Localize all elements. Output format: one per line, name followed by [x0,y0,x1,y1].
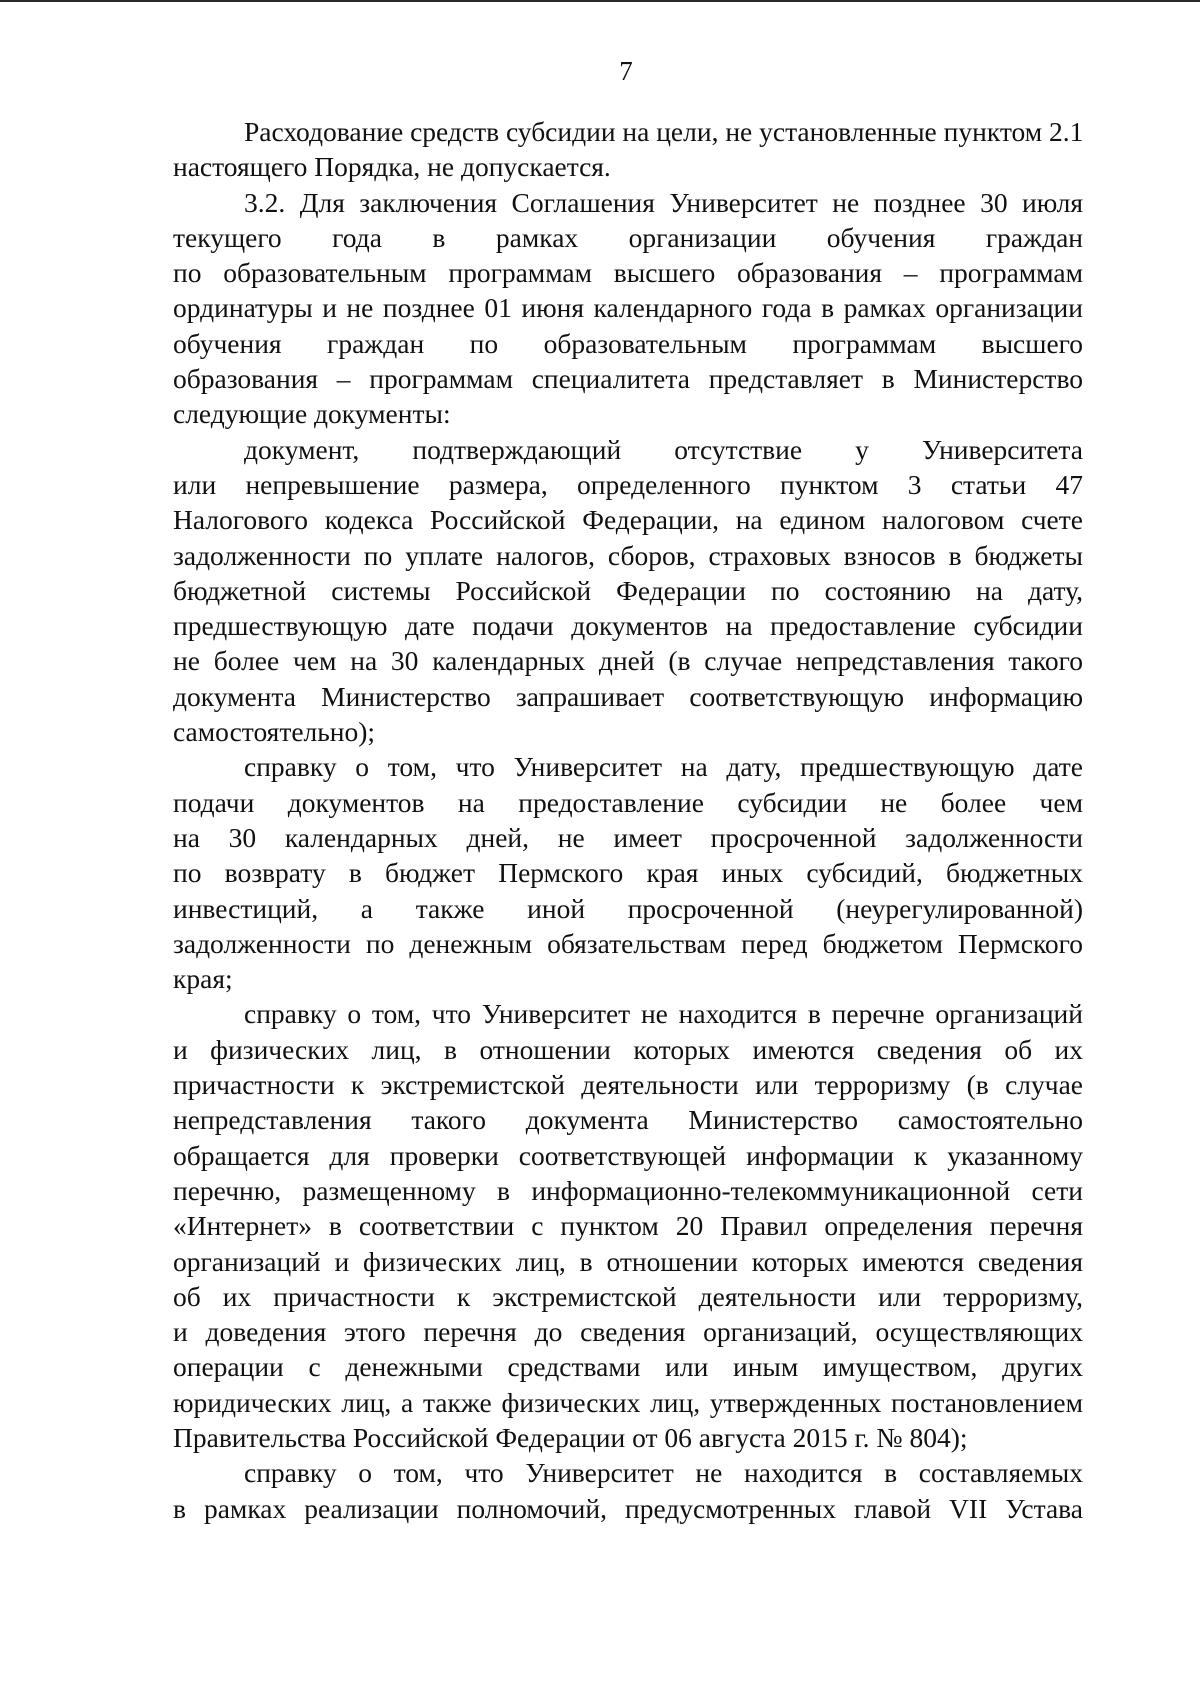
text-line: и доведения этого перечня до сведения организаций, осуществляющих [173,1316,1083,1348]
paragraph [173,996,1083,1455]
text-line: или непревышение размера, определенного пунктом 3 статьи 47 [173,468,1083,500]
text-line: непредставления такого документа Министерство самостоятельно [173,1104,1083,1136]
text-line: документа Министерство запрашивает соответствующую информацию [173,680,1083,712]
text-line: ординатуры и не позднее 01 июня календарного года в рамках организации [173,292,1083,324]
text-line: по образовательным программам высшего образования – программам [173,257,1083,289]
page-number: 7 [619,56,633,86]
text-line: 3.2. Для заключения Соглашения Университет не позднее 30 июля [244,186,1083,218]
text-line: перечню, размещенному в информационно-телекоммуникационной сети [173,1174,1083,1206]
text-line: Налогового кодекса Российской Федерации, на едином налоговом счете [173,504,1083,536]
text-line: предшествующую дате подачи документов на предоставление субсидии [173,610,1083,642]
text-line: справку о том, что Университет на дату, предшествующую дате [244,751,1083,783]
text-line: инвестиций, а также иной просроченной (неурегулированной) [173,892,1083,924]
text-line: по возврату в бюджет Пермского края иных субсидий, бюджетных [173,857,1083,889]
paragraph [173,114,1083,185]
paragraph [173,749,1083,996]
text-line: образования – программам специалитета представляет в Министерство [173,363,1083,395]
text-line: на 30 календарных дней, не имеет просроченной задолженности [173,821,1083,853]
text-line: края; [173,963,233,995]
text-line: справку о том, что Университет не находится в перечне организаций [244,998,1083,1030]
text-line: справку о том, что Университет не находится в составляемых [244,1457,1083,1489]
text-line: Расходование средств субсидии на цели, не установленные пунктом 2.1 [244,116,1084,147]
text-line: настоящего Порядка, не допускается. [173,151,611,183]
text-line: в рамках реализации полномочий, предусмотренных главой VII Устава [173,1492,1083,1524]
text-line: задолженности по уплате налогов, сборов, страховых взносов в бюджеты [173,539,1083,571]
text-line: организаций и физических лиц, в отношении которых имеются сведения [173,1245,1083,1277]
text-line: юридических лиц, а также физических лиц, утвержденных постановлением [173,1386,1083,1418]
paragraph [173,185,1083,432]
text-line: текущего года в рамках организации обучения граждан [173,221,1083,253]
text-line: документ, подтверждающий отсутствие у Университета [244,433,1083,465]
text-line: самостоятельно); [173,716,376,748]
paragraph [173,432,1083,750]
text-line: «Интернет» в соответствии с пунктом 20 Правил определения перечня [173,1210,1083,1242]
text-line: операции с денежными средствами или иным имуществом, других [173,1351,1083,1383]
text-line: следующие документы: [173,398,451,430]
text-line: обращается для проверки соответствующей информации к указанному [173,1139,1083,1171]
text-line: не более чем на 30 календарных дней (в случае непредставления такого [173,645,1083,677]
text-line: подачи документов на предоставление субсидии не более чем [173,786,1083,818]
text-line: причастности к экстремистской деятельности или терроризму (в случае [173,1069,1083,1101]
text-line: Правительства Российской Федерации от 06 августа 2015 г. № 804); [173,1421,968,1453]
text-line: об их причастности к экстремистской деятельности или терроризму, [173,1280,1083,1312]
text-line: задолженности по денежным обязательствам перед бюджетом Пермского [173,927,1083,959]
text-line: обучения граждан по образовательным программам высшего [173,327,1083,359]
document-body [173,114,1083,1526]
text-line: бюджетной системы Российской Федерации по состоянию на дату, [173,574,1083,606]
text-line: и физических лиц, в отношении которых имеются сведения об их [173,1033,1083,1065]
paragraph [173,1455,1083,1526]
page-top-edge [0,0,1200,2]
